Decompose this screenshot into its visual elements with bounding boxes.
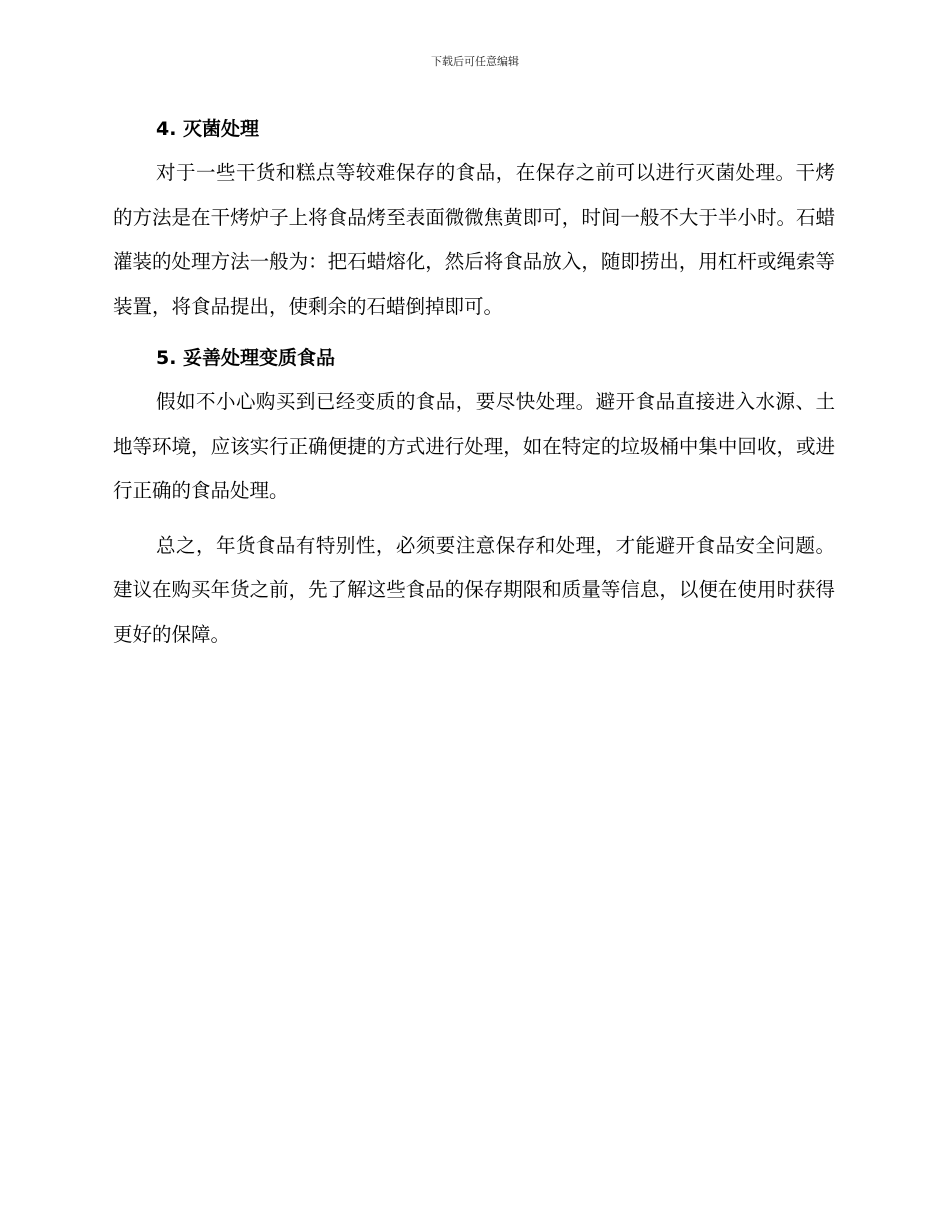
paragraph-conclusion: 总之，年货食品有特别性，必须要注意保存和处理，才能避开食品安全问题。建议在购买年货之前，先了解这些食品的保存期限和质量等信息，以便在使用时获得更好的保障。 bbox=[113, 533, 835, 646]
document-body bbox=[113, 110, 835, 657]
paragraph-spoiled-food: 假如不小心购买到已经变质的食品，要尽快处理。避开食品直接进入水源、土地等环境，应该实行正确便捷的方式进行处理，如在特定的垃圾桶中集中回收，或进行正确的食品处理。 bbox=[113, 390, 835, 502]
section-heading-spoiled-food: 5. 妥善处理变质食品 bbox=[156, 347, 336, 369]
spacer bbox=[113, 514, 835, 524]
paragraph-sterilization: 对于一些干货和糕点等较难保存的食品，在保存之前可以进行灭菌处理。干烤的方法是在干烤炉子上将食品烤至表面微微焦黄即可，时间一般不大于半小时。石蜡灌装的处理方法一般为：把石蜡熔化，然后将食品放入，随即捞出，用杠杆或绳索等装置，将食品提出，使剩余的石蜡倒掉即可。 bbox=[113, 161, 835, 318]
section-heading-sterilization: 4. 灭菌处理 bbox=[156, 118, 260, 140]
spacer bbox=[113, 329, 835, 339]
page-header: 下载后可任意编辑 bbox=[431, 55, 519, 68]
